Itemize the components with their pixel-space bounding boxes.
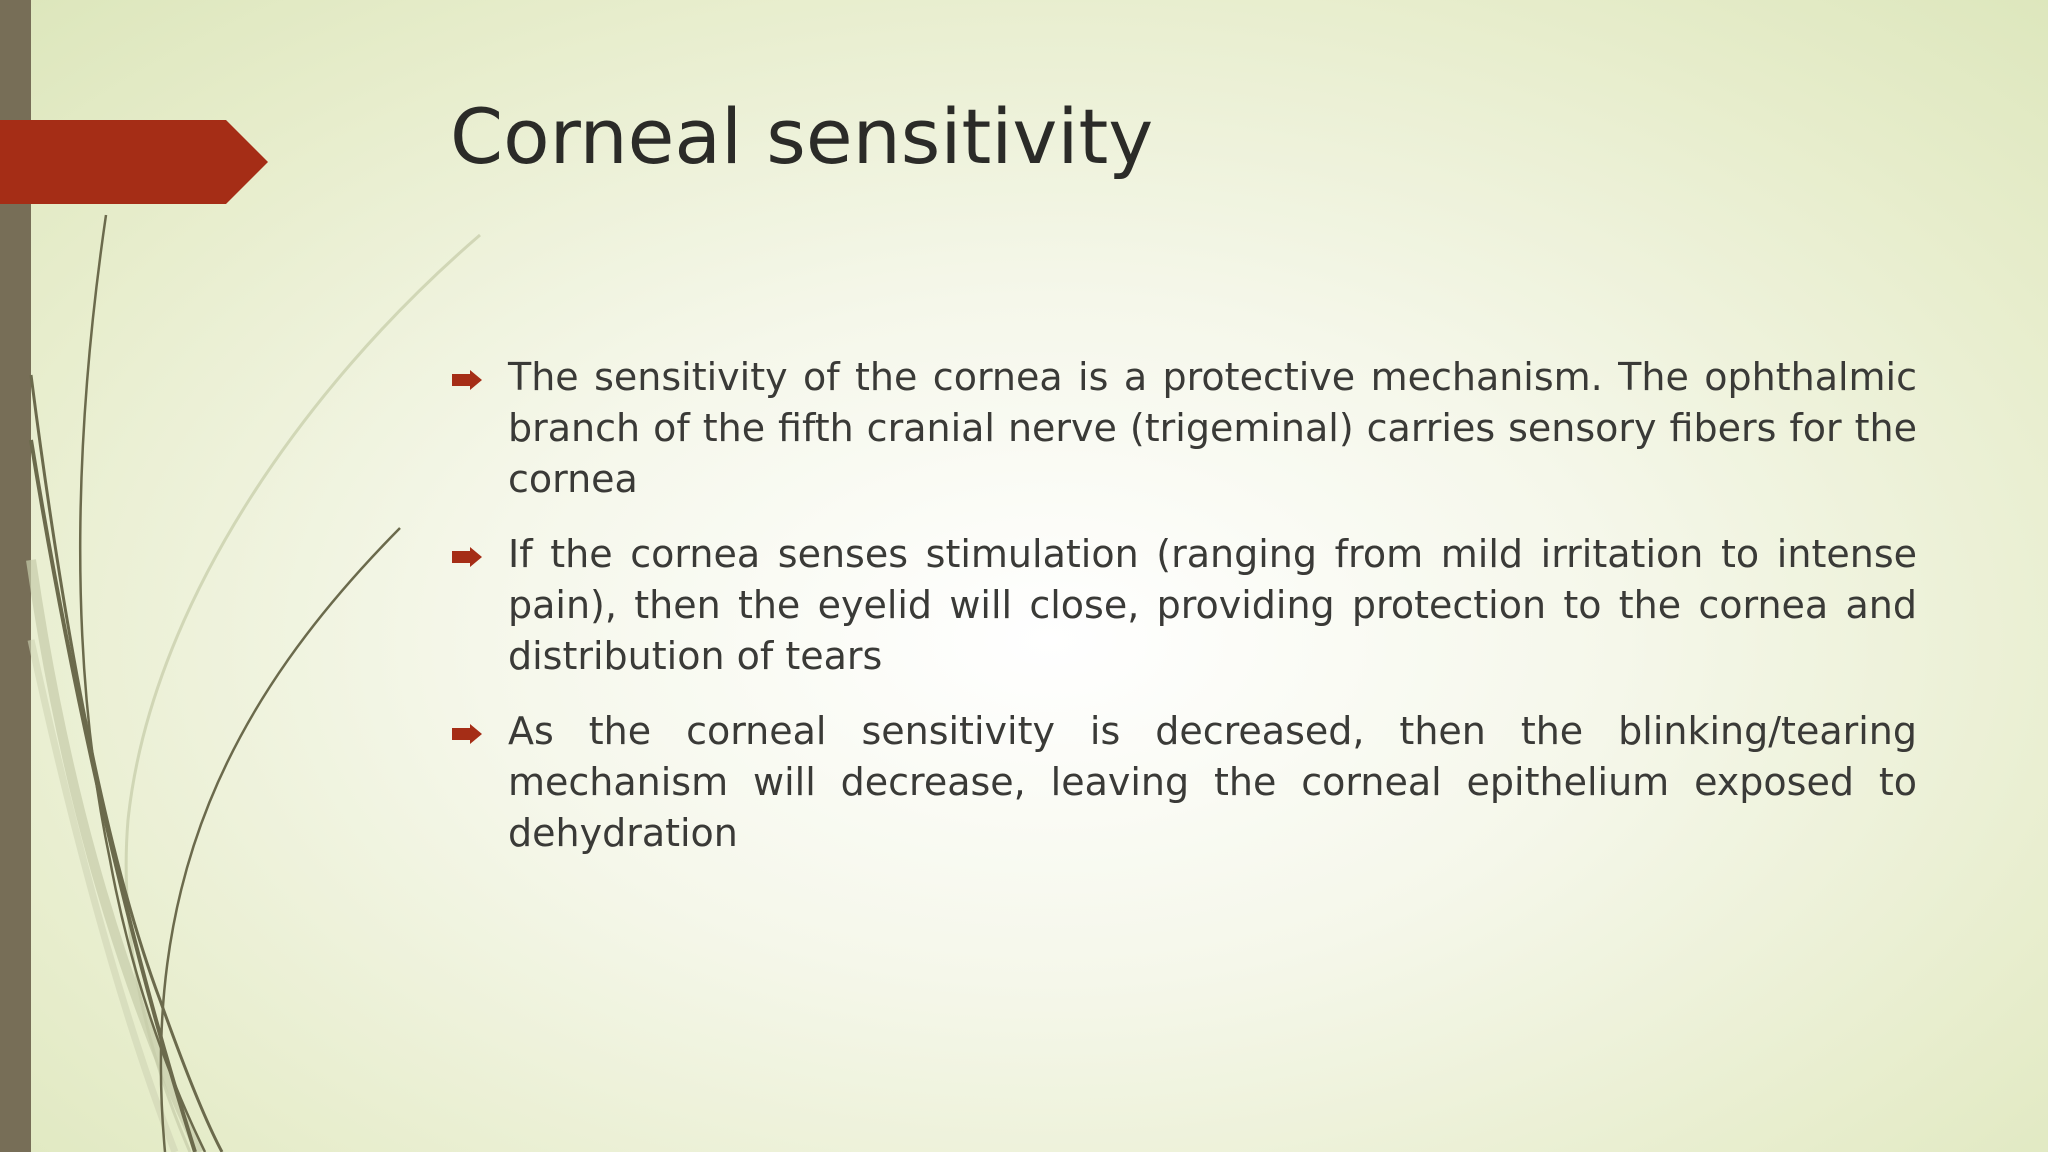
right-arrow-bullet-icon xyxy=(450,724,484,744)
bullet-list xyxy=(450,352,1917,883)
list-item xyxy=(450,706,1917,859)
right-arrow-bullet-icon xyxy=(450,547,484,567)
title-arrow-banner xyxy=(0,118,270,206)
bullet-text: If the cornea senses stimulation (ranging from mild irritation to intense pain), then the eyelid will close, providing protection to the cornea and distribution of tears xyxy=(508,532,1917,678)
list-item xyxy=(450,529,1917,682)
list-item xyxy=(450,352,1917,505)
bullet-text: The sensitivity of the cornea is a protective mechanism. The ophthalmic branch of the fifth cranial nerve (trigeminal) carries sensory fibers for the cornea xyxy=(508,355,1917,501)
slide-title: Corneal sensitivity xyxy=(450,92,1154,181)
right-arrow-bullet-icon xyxy=(450,370,484,390)
bullet-text: As the corneal sensitivity is decreased, then the blinking/tearing mechanism will decrease, leaving the corneal epithelium exposed to dehydration xyxy=(508,709,1917,855)
